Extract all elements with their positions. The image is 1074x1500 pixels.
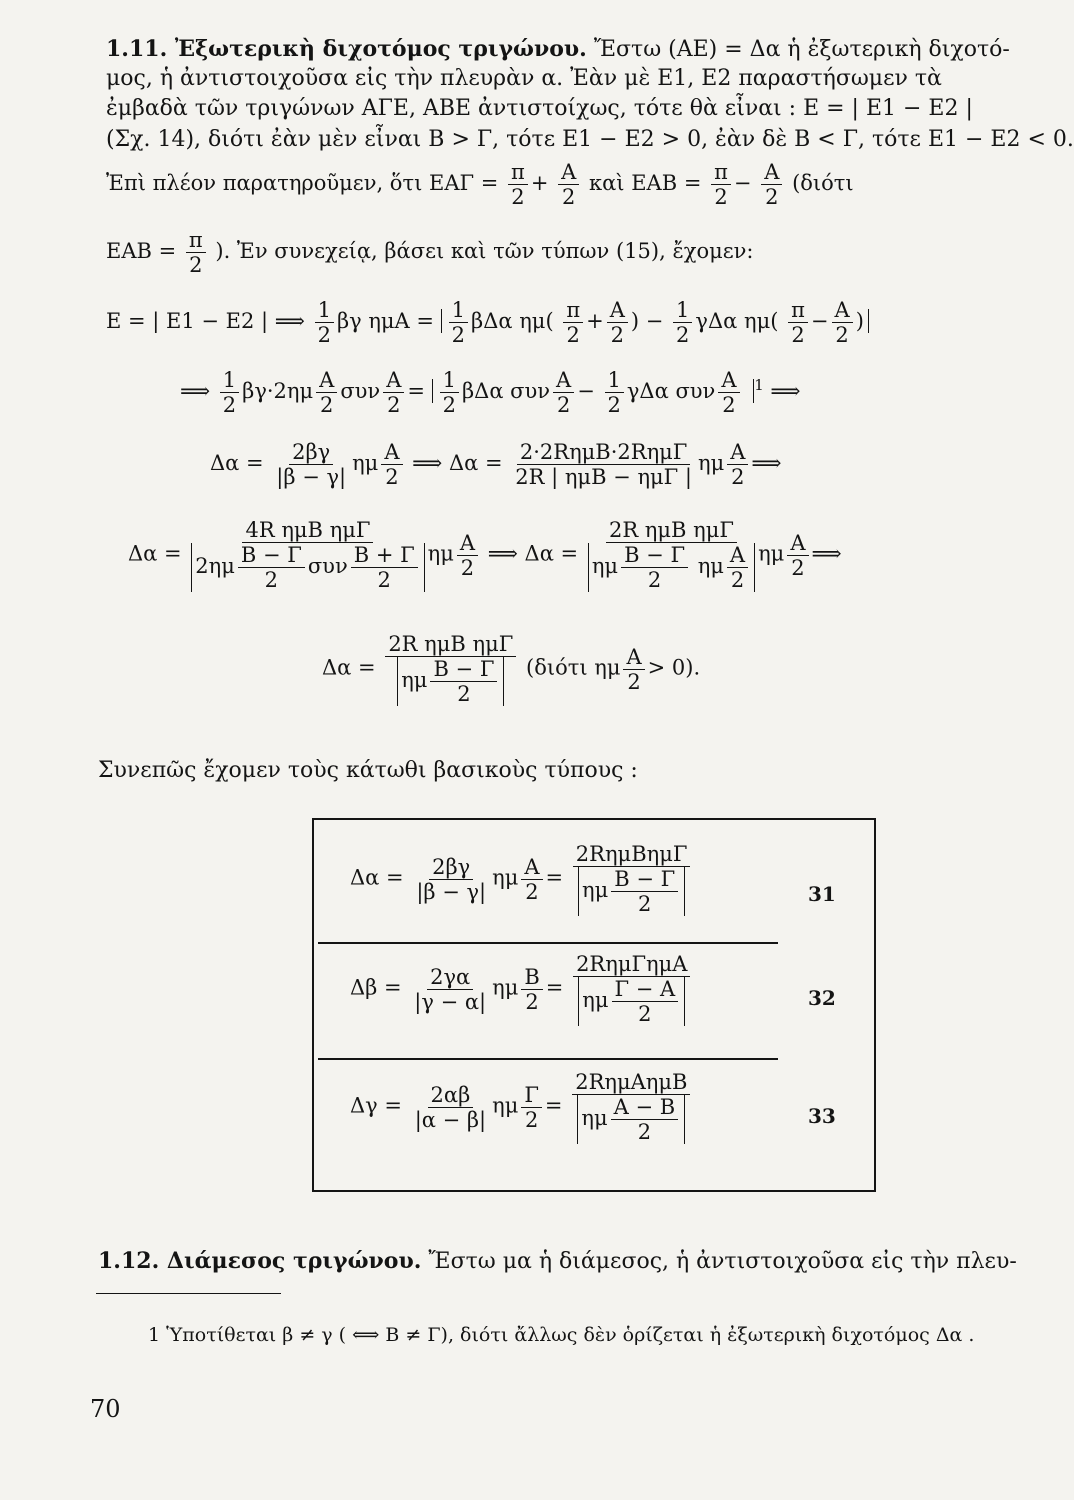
section-1-11-line4: (Σχ. 14), διότι ἐὰν μὲν εἶναι Β > Γ, τότε Ε1 − Ε2 > 0, ἐὰν δὲ Β < Γ, τότε Ε1 − Ε2 < 0. [106, 127, 1074, 152]
formula-32: Δβ = $\frac{2\gamma\alpha}{|\gamma - \alpha|}$ ημ $\frac{B}{2}$ = 2RημΓημΑ ημ $\frac{\Gamma - A}{2}$ [350, 952, 693, 1026]
eq-number-33: 33 [808, 1104, 836, 1128]
derivation-row-5: Δα = 2R ημΒ ημΓ ημ $\frac{B - \Gamma}{2}$ (διότι ημ $\frac{A}{2}$ > 0). [322, 632, 701, 706]
eq-number-31: 31 [808, 882, 836, 906]
box-divider-2 [318, 1058, 778, 1060]
pi-over-two: $\frac{\pi}{2}$ [508, 160, 528, 209]
section-1-11-line1: 1.11. Ἐξωτερικὴ διχοτόμος τριγώνου. Ἔστω (ΑΕ) = Δα ἡ ἐξωτερικὴ διχοτό- [106, 36, 1010, 62]
derivation-row-4: Δα = 4R ημΒ ημΓ 2ημ $\frac{B - \Gamma}{2}$ συν $\frac{B + \Gamma}{2}$ ημ $\frac{A}{2}$ ⟹ Δα = 2R ημΒ ημΓ ημ $\frac{B - \Gamma}{2}$ ημ $\frac{A}{2}$ ημ $\frac{A}{2}$ ⟹ [128, 518, 842, 592]
footnote: 1 Ὑποτίθεται β ≠ γ ( ⟺ Β ≠ Γ), διότι ἄλλως δὲν ὁρίζεται ἡ ἐξωτερικὴ διχοτόμος Δα . [148, 1324, 975, 1346]
A-over-two: $\frac{A}{2}$ [558, 160, 579, 209]
angle-relations: Ἐπὶ πλέον παρατηροῦμεν, ὅτι ΕΑΓ = $\frac{\pi}{2}$ + $\frac{A}{2}$ καὶ ΕΑΒ = $\frac{\pi}{2}$ − $\frac{A}{2}$ (διότι [106, 160, 854, 209]
section-1-12-line: 1.12. Διάμεσος τριγώνου. Ἔστω μα ἡ διάμεσος, ἡ ἀντιστοιχοῦσα εἰς τὴν πλευ- [98, 1248, 1017, 1274]
box-divider-1 [318, 942, 778, 944]
conclusion-text: Συνεπῶς ἔχομεν τοὺς κάτωθι βασικοὺς τύπους : [98, 758, 638, 783]
derivation-row-1: Ε = | Ε1 − Ε2 | ⟹ $\frac{1}{2}$ βγ ημΑ = $\frac{1}{2}$ βΔα ημ( $\frac{\pi}{2}$ + $\frac{A}{2}$ ) − $\frac{1}{2}$ γΔα ημ( $\frac{\pi}{2}$ − $\frac{A}{2}$ ) [106, 298, 869, 347]
eab-line: ΕΑΒ = $\frac{\pi}{2}$ ). Ἐν συνεχείᾳ, βάσει καὶ τῶν τύπων (15), ἔχομεν: [106, 228, 754, 277]
footnote-rule [96, 1293, 281, 1294]
section-1-11-heading: 1.11. Ἐξωτερικὴ διχοτόμος τριγώνου. [106, 36, 587, 62]
derivation-row-3: Δα = $\frac{2\beta\gamma}{|\beta - \gamma|}$ ημ $\frac{A}{2}$ ⟹ Δα = $\frac{\text{2·2RημΒ·2RημΓ}}{\text{2R | ημΒ − ημΓ |}}$ ημ $\frac{A}{2}$ ⟹ [210, 440, 782, 489]
derivation-row-2: ⟹ $\frac{1}{2}$ βγ·2ημ $\frac{A}{2}$ συν $\frac{A}{2}$ = $\frac{1}{2}$ βΔα συν $\frac{A}{2}$ − $\frac{1}{2}$ γΔα συν $\frac{A}{2}$ $^1$ ⟹ [180, 368, 801, 417]
section-1-11-line2: μος, ἡ ἀντιστοιχοῦσα εἰς τὴν πλευρὰν α. Ἐὰν μὲ Ε1, Ε2 παραστήσωμεν τὰ [106, 66, 942, 91]
page-number: 70 [90, 1395, 121, 1423]
formula-31: Δα = $\frac{2\beta\gamma}{|\beta - \gamma|}$ ημ $\frac{A}{2}$ = 2RημΒημΓ ημ $\frac{B - \Gamma}{2}$ [350, 842, 693, 916]
section-1-11-line3: ἐμβαδὰ τῶν τριγώνων ΑΓΕ, ΑΒΕ ἀντιστοίχως, τότε θὰ εἶναι : Ε = | Ε1 − Ε2 | [106, 96, 973, 121]
section-1-12-heading: 1.12. Διάμεσος τριγώνου. [98, 1248, 422, 1274]
eq-number-32: 32 [808, 986, 836, 1010]
formula-33: Δγ = $\frac{2\alpha\beta}{|\alpha - \beta|}$ ημ $\frac{\Gamma}{2}$ = 2RημΑημΒ ημ $\frac{A - B}{2}$ [350, 1070, 693, 1144]
